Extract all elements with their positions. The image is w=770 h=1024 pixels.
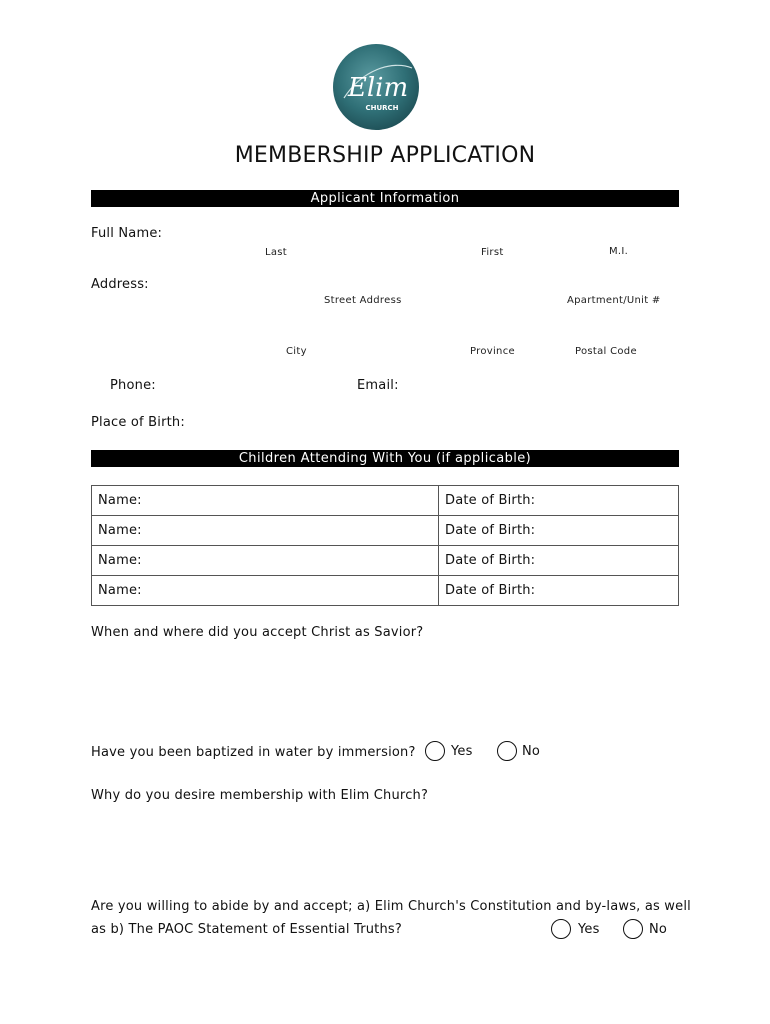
place-of-birth-label: Place of Birth: bbox=[91, 415, 185, 430]
child-name-cell[interactable]: Name: bbox=[92, 576, 439, 606]
street-address-sublabel: Street Address bbox=[324, 295, 402, 306]
baptized-question: Have you been baptized in water by immersion? bbox=[91, 745, 416, 760]
abide-question-line2: as b) The PAOC Statement of Essential Truths? bbox=[91, 922, 402, 937]
first-name-sublabel: First bbox=[481, 247, 504, 258]
full-name-label: Full Name: bbox=[91, 226, 163, 241]
baptized-no-label: No bbox=[522, 744, 541, 759]
section-header-children: Children Attending With You (if applicable) bbox=[91, 450, 679, 467]
child-dob-cell[interactable]: Date of Birth: bbox=[439, 486, 679, 516]
email-label: Email: bbox=[357, 378, 399, 393]
table-row bbox=[92, 546, 679, 576]
province-sublabel: Province bbox=[470, 346, 515, 357]
address-label: Address: bbox=[91, 277, 149, 292]
table-row bbox=[92, 486, 679, 516]
child-name-cell[interactable]: Name: bbox=[92, 516, 439, 546]
baptized-yes-label: Yes bbox=[451, 744, 473, 759]
apartment-sublabel: Apartment/Unit # bbox=[567, 295, 661, 306]
baptized-yes-radio[interactable] bbox=[425, 741, 445, 761]
last-name-sublabel: Last bbox=[265, 247, 288, 258]
church-logo bbox=[332, 40, 420, 134]
postal-code-sublabel: Postal Code bbox=[575, 346, 637, 357]
membership-desire-question: Why do you desire membership with Elim Church? bbox=[91, 788, 429, 803]
abide-yes-label: Yes bbox=[578, 922, 600, 937]
city-sublabel: City bbox=[286, 346, 307, 357]
table-row bbox=[92, 576, 679, 606]
children-table bbox=[91, 485, 679, 606]
abide-yes-radio[interactable] bbox=[551, 919, 571, 939]
abide-question-line1: Are you willing to abide by and accept; a) Elim Church's Constitution and by-laws, as well bbox=[91, 899, 691, 914]
child-dob-cell[interactable]: Date of Birth: bbox=[439, 546, 679, 576]
logo-wordmark: Elim bbox=[347, 73, 409, 103]
child-name-cell[interactable]: Name: bbox=[92, 486, 439, 516]
page-title: MEMBERSHIP APPLICATION bbox=[234, 143, 536, 168]
logo-subtext: CHURCH bbox=[365, 104, 399, 112]
baptized-no-radio[interactable] bbox=[497, 741, 517, 761]
child-dob-cell[interactable]: Date of Birth: bbox=[439, 576, 679, 606]
child-dob-cell[interactable]: Date of Birth: bbox=[439, 516, 679, 546]
phone-label: Phone: bbox=[110, 378, 156, 393]
abide-no-label: No bbox=[649, 922, 668, 937]
accept-christ-question: When and where did you accept Christ as Savior? bbox=[91, 625, 424, 640]
middle-initial-sublabel: M.I. bbox=[609, 246, 629, 257]
child-name-cell[interactable]: Name: bbox=[92, 546, 439, 576]
abide-no-radio[interactable] bbox=[623, 919, 643, 939]
table-row bbox=[92, 516, 679, 546]
section-header-applicant: Applicant Information bbox=[91, 190, 679, 207]
